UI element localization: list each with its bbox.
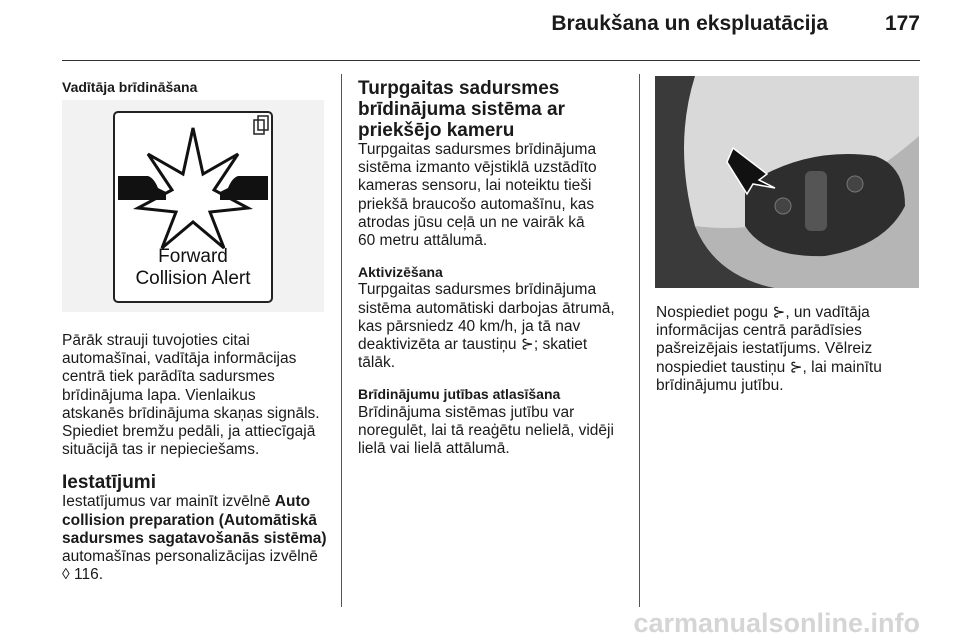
warning-line-7: situācijā tas ir nepieciešams. bbox=[62, 441, 260, 459]
activation-line-1: Turpgaitas sadursmes brīdinājuma bbox=[358, 281, 597, 299]
page-number: 177 bbox=[884, 12, 920, 35]
col3-line-3: pašreizējais iestatījums. Vēlreiz bbox=[656, 340, 873, 358]
settings-line-1: Iestatījumus var mainīt izvēlnē Auto bbox=[62, 493, 311, 511]
column-2 bbox=[358, 78, 633, 458]
warning-line-4: brīdinājuma lapa. Vienlaikus bbox=[62, 386, 256, 404]
activation-line-4: deaktivizēta ar taustiņu ⊱; skatiet bbox=[358, 336, 588, 354]
column-1-text bbox=[62, 332, 337, 584]
warning-line-2: automašīnai, vadītāja informācijas bbox=[62, 350, 297, 368]
activation-line-3: kas pārsniedz 40 km/h, ja tā nav bbox=[358, 317, 581, 335]
settings-ref[interactable] bbox=[62, 566, 337, 584]
fca-icon-illustration bbox=[62, 100, 324, 312]
page-header-title: Braukšana un ekspluatācija bbox=[551, 12, 828, 35]
control-rocker bbox=[805, 171, 827, 231]
intro-line-4: priekšā braucošo automašīnu, kas bbox=[358, 195, 595, 213]
sensitivity-line-3: lielā vai lielā attālumā. bbox=[358, 440, 510, 458]
driver-warning-heading: Vadītāja brīdināšana bbox=[62, 79, 198, 95]
fcw-title-line-1: Turpgaitas sadursmes bbox=[358, 78, 560, 99]
warning-line-6: Spiediet bremžu pedāli, ja attiecīgajā bbox=[62, 423, 316, 441]
col3-line-4: nospiediet taustiņu ⊱, lai mainītu bbox=[656, 358, 882, 376]
col3-line-2: informācijas centrā parādīsies bbox=[656, 322, 862, 340]
steering-wheel-figure bbox=[655, 76, 919, 288]
control-button-left bbox=[775, 198, 791, 214]
settings-line-3: sadursmes sagatavošanās sistēma) bbox=[62, 529, 327, 547]
settings-line-4: automašīnas personalizācijas izvēlnē bbox=[62, 548, 318, 566]
sensitivity-heading: Brīdinājumu jutības atlasīšana bbox=[358, 386, 561, 403]
watermark: carmanualsonline.info bbox=[633, 608, 920, 638]
warning-line-5: atskanēs brīdinājuma skaņas signāls. bbox=[62, 404, 320, 422]
control-button-right bbox=[847, 176, 863, 192]
fca-label-line1: Forward bbox=[158, 246, 228, 267]
warning-line-1: Pārāk strauji tuvojoties citai bbox=[62, 332, 250, 349]
fca-label-line2: Collision Alert bbox=[135, 268, 251, 289]
intro-line-5: atrodas jūsu ceļā un ne vairāk kā bbox=[358, 213, 585, 231]
fcw-title-line-3: priekšējo kameru bbox=[358, 120, 515, 141]
column-1 bbox=[62, 78, 332, 96]
sensitivity-line-2: noregulēt, lai tā reaģētu nelielā, vidēji bbox=[358, 421, 614, 439]
column-3-text bbox=[656, 304, 921, 395]
fca-figure bbox=[62, 100, 324, 312]
intro-line-2: sistēma izmanto vējstiklā uzstādīto bbox=[358, 159, 597, 177]
fcw-title-line-2: brīdinājuma sistēma ar bbox=[358, 99, 565, 120]
reference-arrow-icon: ◊ bbox=[62, 566, 70, 584]
header-rule bbox=[62, 60, 920, 61]
intro-line-3: kameras sensoru, lai noteiktu tieši bbox=[358, 177, 592, 195]
settings-section-title: Iestatījumi bbox=[62, 472, 156, 494]
sensitivity-line-1: Brīdinājuma sistēmas jutību var bbox=[358, 403, 575, 421]
col3-line-5: brīdinājumu jutību. bbox=[656, 376, 784, 394]
column-divider-1 bbox=[341, 74, 342, 607]
intro-line-1: Turpgaitas sadursmes brīdinājuma bbox=[358, 141, 597, 158]
warning-line-3: centrā tiek parādīta sadursmes bbox=[62, 368, 275, 386]
activation-line-2: sistēma automātiski darbojas ātrumā, bbox=[358, 299, 615, 317]
activation-line-5: tālāk. bbox=[358, 354, 396, 372]
settings-line-2: collision preparation (Automātiskā bbox=[62, 511, 317, 529]
col3-line-1: Nospiediet pogu ⊱, un vadītāja bbox=[656, 304, 870, 321]
reference-page: 116. bbox=[73, 566, 104, 584]
intro-line-6: 60 metru attālumā. bbox=[358, 232, 488, 250]
steering-wheel-illustration bbox=[655, 76, 919, 288]
column-divider-2 bbox=[639, 74, 640, 607]
activation-heading: Aktivizēšana bbox=[358, 264, 443, 281]
